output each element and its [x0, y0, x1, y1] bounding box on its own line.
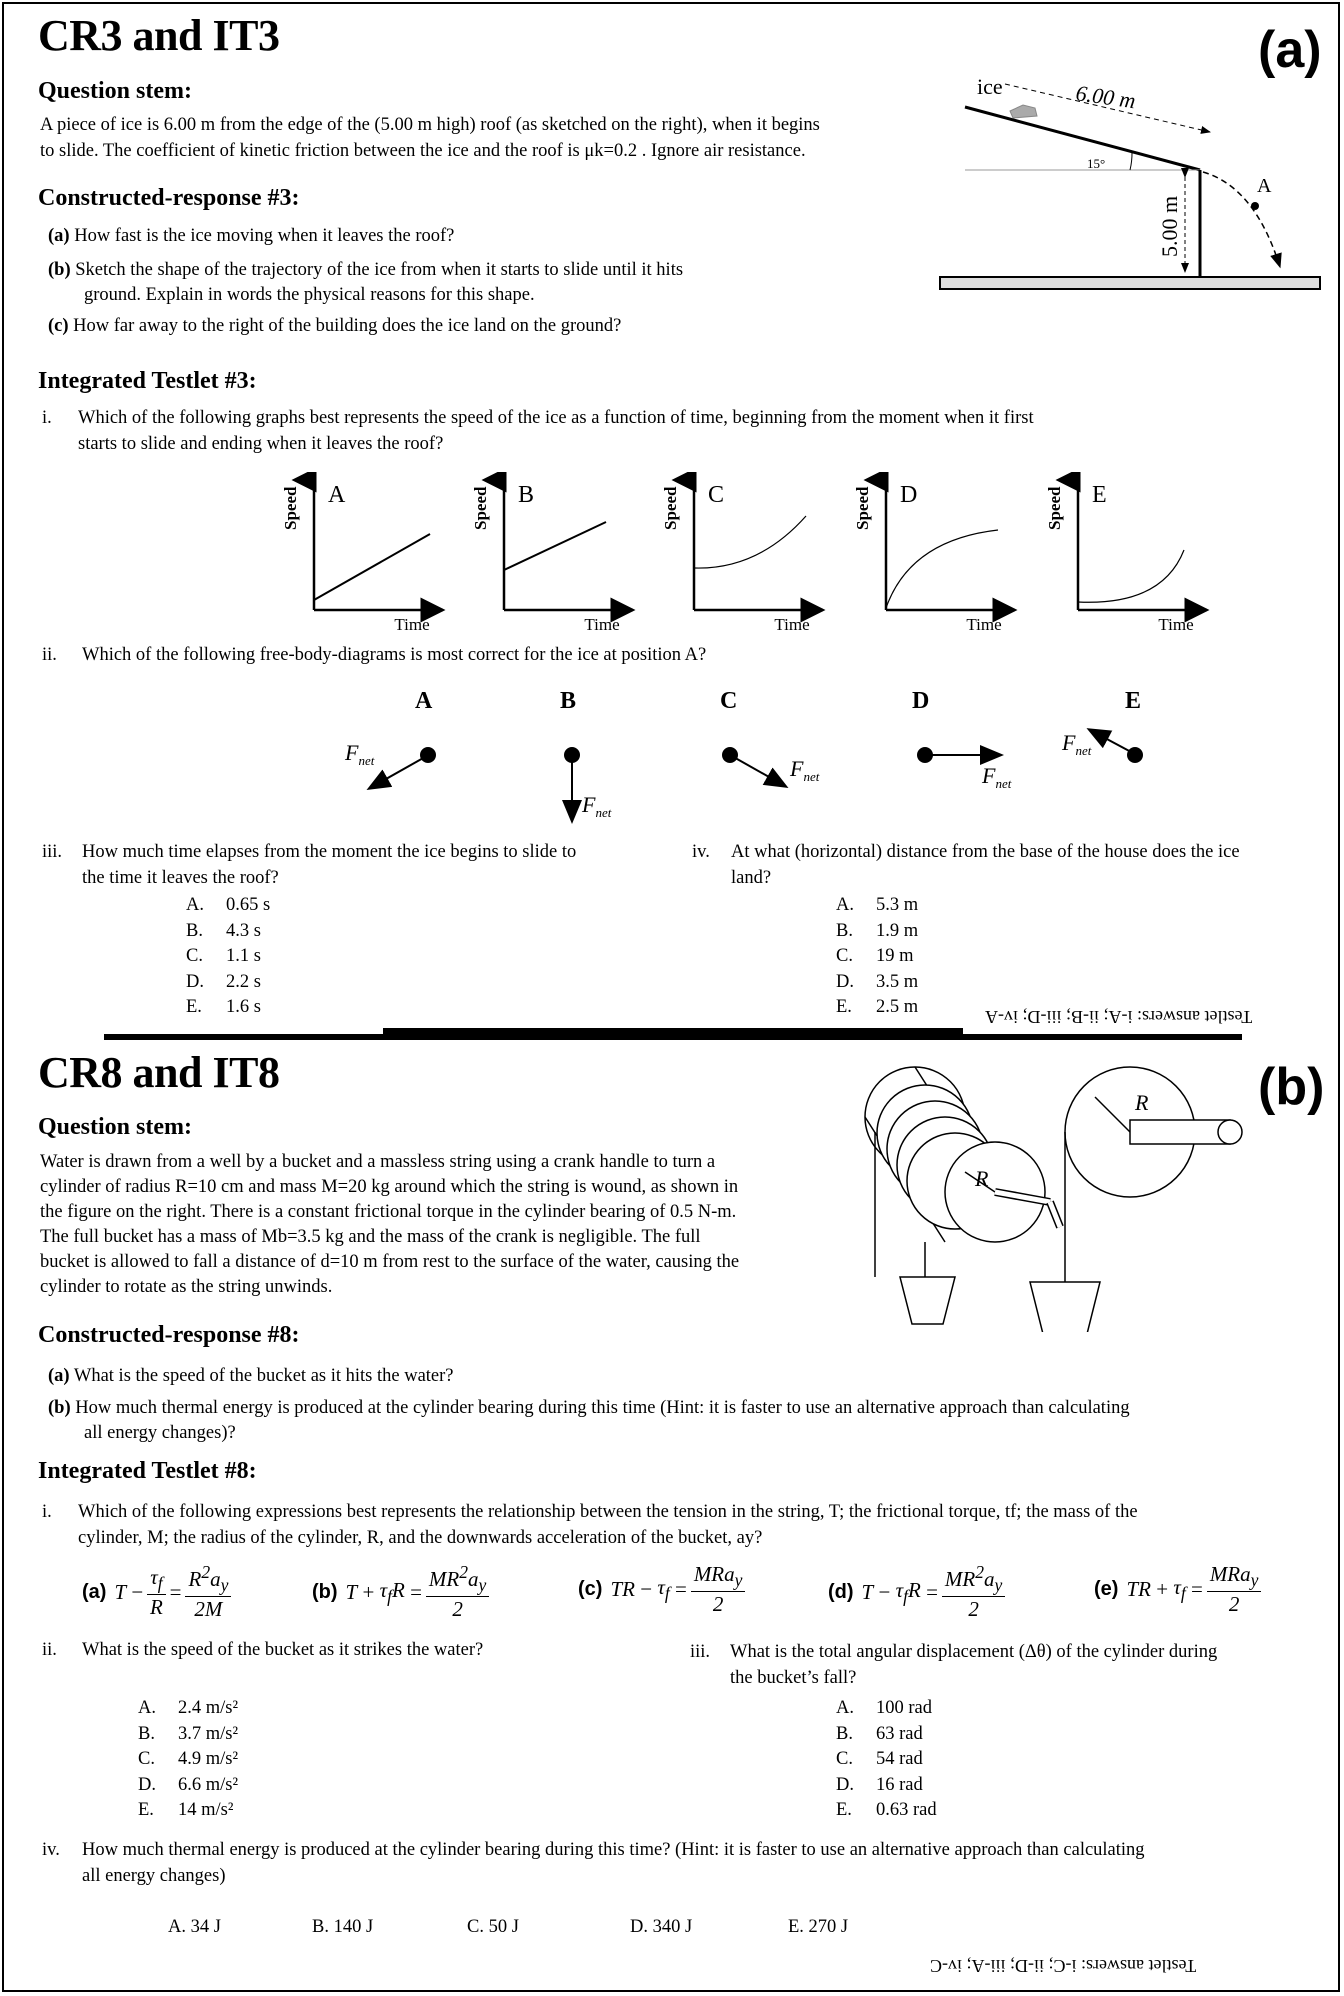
option: E. 0.63 rad: [836, 1800, 937, 1820]
point-a: [1251, 202, 1259, 210]
fbd-label: A: [415, 688, 433, 714]
option: E. 1.6 s: [186, 997, 261, 1017]
cr-item-b: [48, 258, 683, 283]
stem-heading-b: Question stem:: [38, 1114, 192, 1140]
it-heading-b: Integrated Testlet #8:: [38, 1458, 257, 1484]
q3-line-2-b: the bucket’s fall?: [730, 1668, 857, 1688]
speed-graph-e: [1034, 472, 1214, 637]
stem-line: bucket is allowed to fall a distance of d=10 m from rest to the surface of the water, causing the: [40, 1252, 740, 1272]
ice-block: [1010, 105, 1037, 118]
stem-line-1-a: A piece of ice is 6.00 m from the edge of the (5.00 m high) roof (as sketched on the right), when it begins: [40, 115, 820, 135]
ice-label: ice: [977, 74, 1003, 99]
stem-line: the figure on the right. There is a constant frictional torque in the cylinder bearing of 0.5 N-m.: [40, 1202, 737, 1222]
fbd-e: [1061, 688, 1143, 763]
q3-options-b: [836, 1696, 937, 1824]
panel-label-b: (b): [1258, 1058, 1325, 1116]
q4-option-a: A. 34 J: [168, 1917, 221, 1937]
option: D. 2.2 s: [186, 971, 261, 992]
fbd-label: D: [912, 688, 930, 714]
cr-text: How much thermal energy is produced at the cylinder bearing during this time (Hint: it is faster to use an alternative approach than calculating: [75, 1398, 1130, 1418]
eq-label: (a): [82, 1580, 107, 1603]
speed-graphs: [270, 472, 1250, 637]
panel-label-a: (a): [1258, 21, 1322, 79]
fbd-a: [344, 688, 436, 788]
q4-line-2-a: land?: [731, 868, 772, 888]
cr-heading-a: Constructed-response #3:: [38, 185, 300, 211]
cr-item-c: [48, 314, 621, 339]
option: C. 1.1 s: [186, 946, 261, 966]
option: B. 63 rad: [836, 1723, 923, 1744]
option: D. 16 rad: [836, 1774, 923, 1795]
roof-line: [965, 107, 1200, 170]
stem-line: Water is drawn from a well by a bucket and a massless string using a crank handle to turn a: [40, 1152, 716, 1172]
graph-ylabel: Speed: [853, 486, 872, 530]
speed-graph-b: [460, 472, 640, 637]
option: B. 3.7 m/s²: [138, 1723, 239, 1744]
equation-b: (b) T + $\tau_fR$ = $\frac{MR^2a_y}{2}$: [312, 1562, 493, 1622]
q4-line-1-a: At what (horizontal) distance from the base of the house does the ice: [731, 842, 1240, 862]
graph-ylabel: Speed: [661, 486, 680, 530]
graph-label: B: [518, 482, 535, 508]
force-label: $F_{net}$: [790, 756, 820, 784]
graph-ylabel: Speed: [281, 486, 300, 530]
eq-label: (e): [1094, 1578, 1119, 1601]
section-divider-thick: [383, 1028, 963, 1036]
graph-label: D: [900, 482, 918, 508]
section-a-title: CR3 and IT3: [38, 11, 280, 60]
radius-label-right: R: [1135, 1090, 1149, 1115]
q4-option-b: B. 140 J: [312, 1917, 374, 1937]
graph-xlabel: Time: [584, 615, 620, 634]
cr-item-a-b: [48, 1364, 454, 1389]
force-label: $F_{net}$: [982, 763, 1012, 791]
cr-label: (a): [48, 1366, 70, 1386]
cr-heading-b: Constructed-response #8:: [38, 1322, 300, 1348]
force-label: $F_{net}$: [345, 740, 375, 768]
q2-num-a: ii.: [42, 645, 57, 665]
point-a-label: A: [1257, 175, 1272, 197]
cr-text: How far away to the right of the building does the ice land on the ground?: [73, 316, 622, 336]
angle-arc: [1130, 152, 1132, 170]
option: E. 2.5 m: [836, 997, 919, 1017]
option: A. 5.3 m: [836, 895, 919, 915]
graph-ylabel: Speed: [1045, 486, 1064, 530]
option: D. 3.5 m: [836, 971, 919, 992]
angle-label: 15°: [1087, 156, 1106, 171]
q3-options-a: [186, 893, 270, 1021]
graph-xlabel: Time: [394, 615, 430, 634]
answers-b: Testlet answers: i-C; ii-D; iii-A; iv-C: [930, 1956, 1197, 1976]
graph-label: E: [1092, 482, 1107, 508]
cr-text: How fast is the ice moving when it leaves the roof?: [74, 226, 455, 246]
graph-label: A: [328, 482, 346, 508]
graph-ylabel: Speed: [471, 486, 490, 530]
cr-item-b-b-cont: all energy changes)?: [84, 1423, 236, 1443]
q3-num-b: iii.: [690, 1642, 711, 1662]
option: A. 2.4 m/s²: [138, 1698, 239, 1718]
q3-line-1-b: What is the total angular displacement (Δθ) of the cylinder during: [730, 1642, 1218, 1662]
eq-label: (b): [312, 1580, 338, 1603]
cr-label: (b): [48, 260, 71, 280]
stem-line: cylinder of radius R=10 cm and mass M=20 kg around which the string is wound, as shown in: [40, 1177, 739, 1197]
section-b-title: CR8 and IT8: [38, 1048, 280, 1097]
speed-graph-d: [842, 472, 1022, 637]
eq-label: (c): [578, 1578, 603, 1601]
option: E. 14 m/s²: [138, 1800, 234, 1820]
cr-text: What is the speed of the bucket as it hits the water?: [73, 1366, 454, 1386]
q3-line-1-a: How much time elapses from the moment the ice begins to slide to: [82, 842, 577, 862]
equation-e: (e) TR + $\tau_f$ = $\frac{MRa_y}{2}$: [1094, 1562, 1265, 1617]
cr-label: (b): [48, 1398, 71, 1418]
windlass-figure: [855, 1062, 1275, 1332]
option: A. 0.65 s: [186, 895, 271, 915]
speed-graph-a: [270, 472, 450, 637]
option: C. 19 m: [836, 946, 914, 966]
graph-xlabel: Time: [1158, 615, 1194, 634]
q1-line-2-b: cylinder, M; the radius of the cylinder, R, and the downwards acceleration of the bucket, ay?: [78, 1528, 763, 1548]
answers-a: Testlet answers: i-A; ii-B; iii-D; iv-A: [985, 1007, 1253, 1027]
stem-line: cylinder to rotate as the string unwinds.: [40, 1277, 333, 1297]
fbd-label: C: [720, 688, 738, 714]
cr-label: (c): [48, 316, 69, 336]
q3-num-a: iii.: [42, 842, 63, 862]
cr-item-b-b: [48, 1396, 1130, 1421]
cr-label: (a): [48, 226, 70, 246]
eq-label: (d): [828, 1580, 854, 1603]
q4-num-b: iv.: [42, 1840, 60, 1860]
q2-options-b: [138, 1696, 238, 1824]
graph-xlabel: Time: [966, 615, 1002, 634]
free-body-diagrams: [320, 680, 1180, 830]
option: C. 4.9 m/s²: [138, 1749, 239, 1769]
q1-line-1-b: Which of the following expressions best represents the relationship between the tension in the string, T; the frictional torque, tf; the mass of the: [78, 1502, 1138, 1522]
stem-line-2-a: to slide. The coefficient of kinetic friction between the ice and the roof is μk=0.2 . Ignore air resistance.: [40, 141, 806, 161]
ground: [940, 277, 1320, 289]
stem-line: The full bucket has a mass of Mb=3.5 kg and the mass of the crank is negligible. The full: [40, 1227, 701, 1247]
equation-d: (d) T − $\tau_fR$ = $\frac{MR^2a_y}{2}$: [828, 1562, 1009, 1622]
option: D. 6.6 m/s²: [138, 1774, 239, 1795]
q4-line-2-b: all energy changes): [82, 1866, 226, 1886]
speed-graph-c: [650, 472, 830, 637]
fbd-b: [560, 688, 612, 820]
option: B. 1.9 m: [836, 920, 919, 941]
q4-options-a: [836, 893, 918, 1021]
radius-label-left: R: [975, 1166, 989, 1191]
stem-text-b: [40, 1150, 739, 1300]
stem-heading-a: Question stem:: [38, 78, 192, 104]
cr-item-b-cont: ground. Explain in words the physical reasons for this shape.: [84, 285, 535, 305]
q4-line-1-b: How much thermal energy is produced at the cylinder bearing during this time? (Hint: it is faster to use an alternative approach than calculating: [82, 1840, 1145, 1860]
it-heading-a: Integrated Testlet #3:: [38, 368, 257, 394]
graph-xlabel: Time: [774, 615, 810, 634]
q4-option-c: C. 50 J: [467, 1917, 519, 1937]
q1-num-a: i.: [42, 408, 52, 428]
q2-text-b: What is the speed of the bucket as it strikes the water?: [82, 1640, 484, 1660]
q2-num-b: ii.: [42, 1640, 57, 1660]
roof-figure: [935, 62, 1325, 297]
force-label: $F_{net}$: [582, 792, 612, 820]
q1-line-1-a: Which of the following graphs best represents the speed of the ice as a function of time, beginning from the moment when it first: [78, 408, 1034, 428]
q1-line-2-a: starts to slide and ending when it leaves the roof?: [78, 434, 444, 454]
option: A. 100 rad: [836, 1698, 932, 1718]
fbd-c: [720, 688, 820, 786]
fbd-label: B: [560, 688, 577, 714]
option: C. 54 rad: [836, 1749, 923, 1769]
cr-item-a: [48, 224, 454, 249]
cr-text: Sketch the shape of the trajectory of the ice from when it starts to slide until it hits: [75, 260, 684, 280]
q3-line-2-a: the time it leaves the roof?: [82, 868, 279, 888]
option: B. 4.3 s: [186, 920, 261, 941]
q1-num-b: i.: [42, 1502, 52, 1522]
q4-num-a: iv.: [692, 842, 710, 862]
equation-a: (a) T − $\frac{\tau_f}{R}$ = $\frac{R^2a_y}{2M}$: [82, 1562, 235, 1622]
fbd-d: [912, 688, 1012, 791]
fbd-label: E: [1125, 688, 1142, 714]
q4-option-e: E. 270 J: [788, 1917, 849, 1937]
force-label: $F_{net}$: [1062, 730, 1092, 758]
equation-c: (c) TR − $\tau_f$ = $\frac{MRa_y}{2}$: [578, 1562, 749, 1617]
graph-label: C: [708, 482, 725, 508]
length-label: 6.00 m: [1074, 80, 1138, 114]
q2-text-a: Which of the following free-body-diagrams is most correct for the ice at position A?: [82, 645, 707, 665]
q4-option-d: D. 340 J: [630, 1917, 693, 1937]
height-label: 5.00 m: [1157, 195, 1182, 257]
